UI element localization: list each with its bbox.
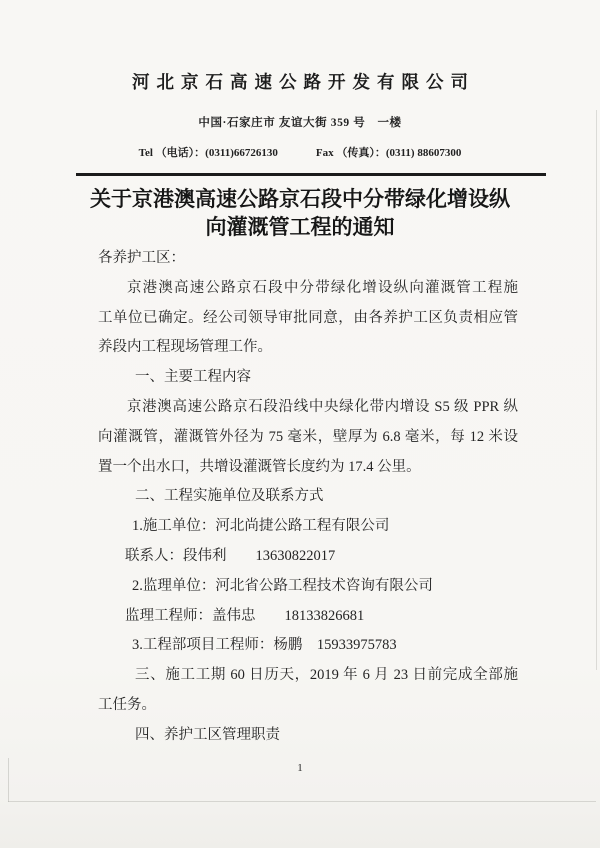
document-body [98,244,518,751]
document-title [0,185,600,241]
intro-line-3: 养段内工程现场管理工作。 [98,339,272,356]
header-divider [76,173,546,176]
section-1-line-3: 置一个出水口，共增设灌溉管长度约为 17.4 公里。 [98,458,421,475]
fax-label: Fax （传真）： [315,147,386,159]
section-1-heading: 一、主要工程内容 [135,369,251,386]
contractor-line: 1.施工单位：河北尚捷公路工程有限公司 [132,518,390,535]
tel-value: (0311)66726130 [205,147,278,159]
project-engineer-line: 3.工程部项目工程师：杨鹏 15933975783 [132,637,397,654]
title-line-1: 关于京港澳高速公路京石段中分带绿化增设纵 [90,187,510,211]
section-1-line-2: 向灌溉管，灌溉管外径为 75 毫米，壁厚为 6.8 毫米，每 12 米设 [98,428,518,445]
section-2-heading: 二、工程实施单位及联系方式 [135,488,324,505]
title-line-2: 向灌溉管工程的通知 [205,215,395,239]
section-4-heading: 四、养护工区管理职责 [135,726,280,743]
section-3-line-1: 三、施工工期 60 日历天，2019 年 6 月 23 日前完成全部施 [135,667,518,684]
salutation-line: 各养护工区： [98,250,185,266]
intro-line-2: 工单位已确定。经公司领导审批同意，由各养护工区负责相应管 [98,309,518,326]
tel-label: Tel （电话）： [138,147,206,159]
contact-line [0,144,600,160]
contractor-contact-line: 联系人：段伟利 13630822017 [125,547,336,564]
supervisor-contact-line: 监理工程师：盖伟忠 18133826681 [125,607,365,624]
tel-block [139,144,278,160]
section-1-line-1: 京港澳高速公路京石段沿线中央绿化带内增设 S5 级 PPR 纵 [127,398,518,415]
fax-block [316,144,461,160]
scan-edge-bottom [8,801,596,802]
page-footer [0,762,600,774]
company-address: 中国·石家庄市 友谊大街 359 号 一楼 [198,117,402,129]
section-3-line-2: 工任务。 [98,696,156,713]
letterhead [0,0,600,160]
intro-line-1: 京港澳高速公路京石段中分带绿化增设纵向灌溉管工程施 [127,279,518,296]
fax-value: (0311) 88607300 [385,147,462,159]
scan-edge-left [8,758,9,802]
supervisor-line: 2.监理单位：河北省公路工程技术咨询有限公司 [132,577,433,594]
company-name: 河北京石高速公路开发有限公司 [132,72,475,92]
page-number: 1 [297,761,303,774]
scan-edge-right [596,110,597,670]
